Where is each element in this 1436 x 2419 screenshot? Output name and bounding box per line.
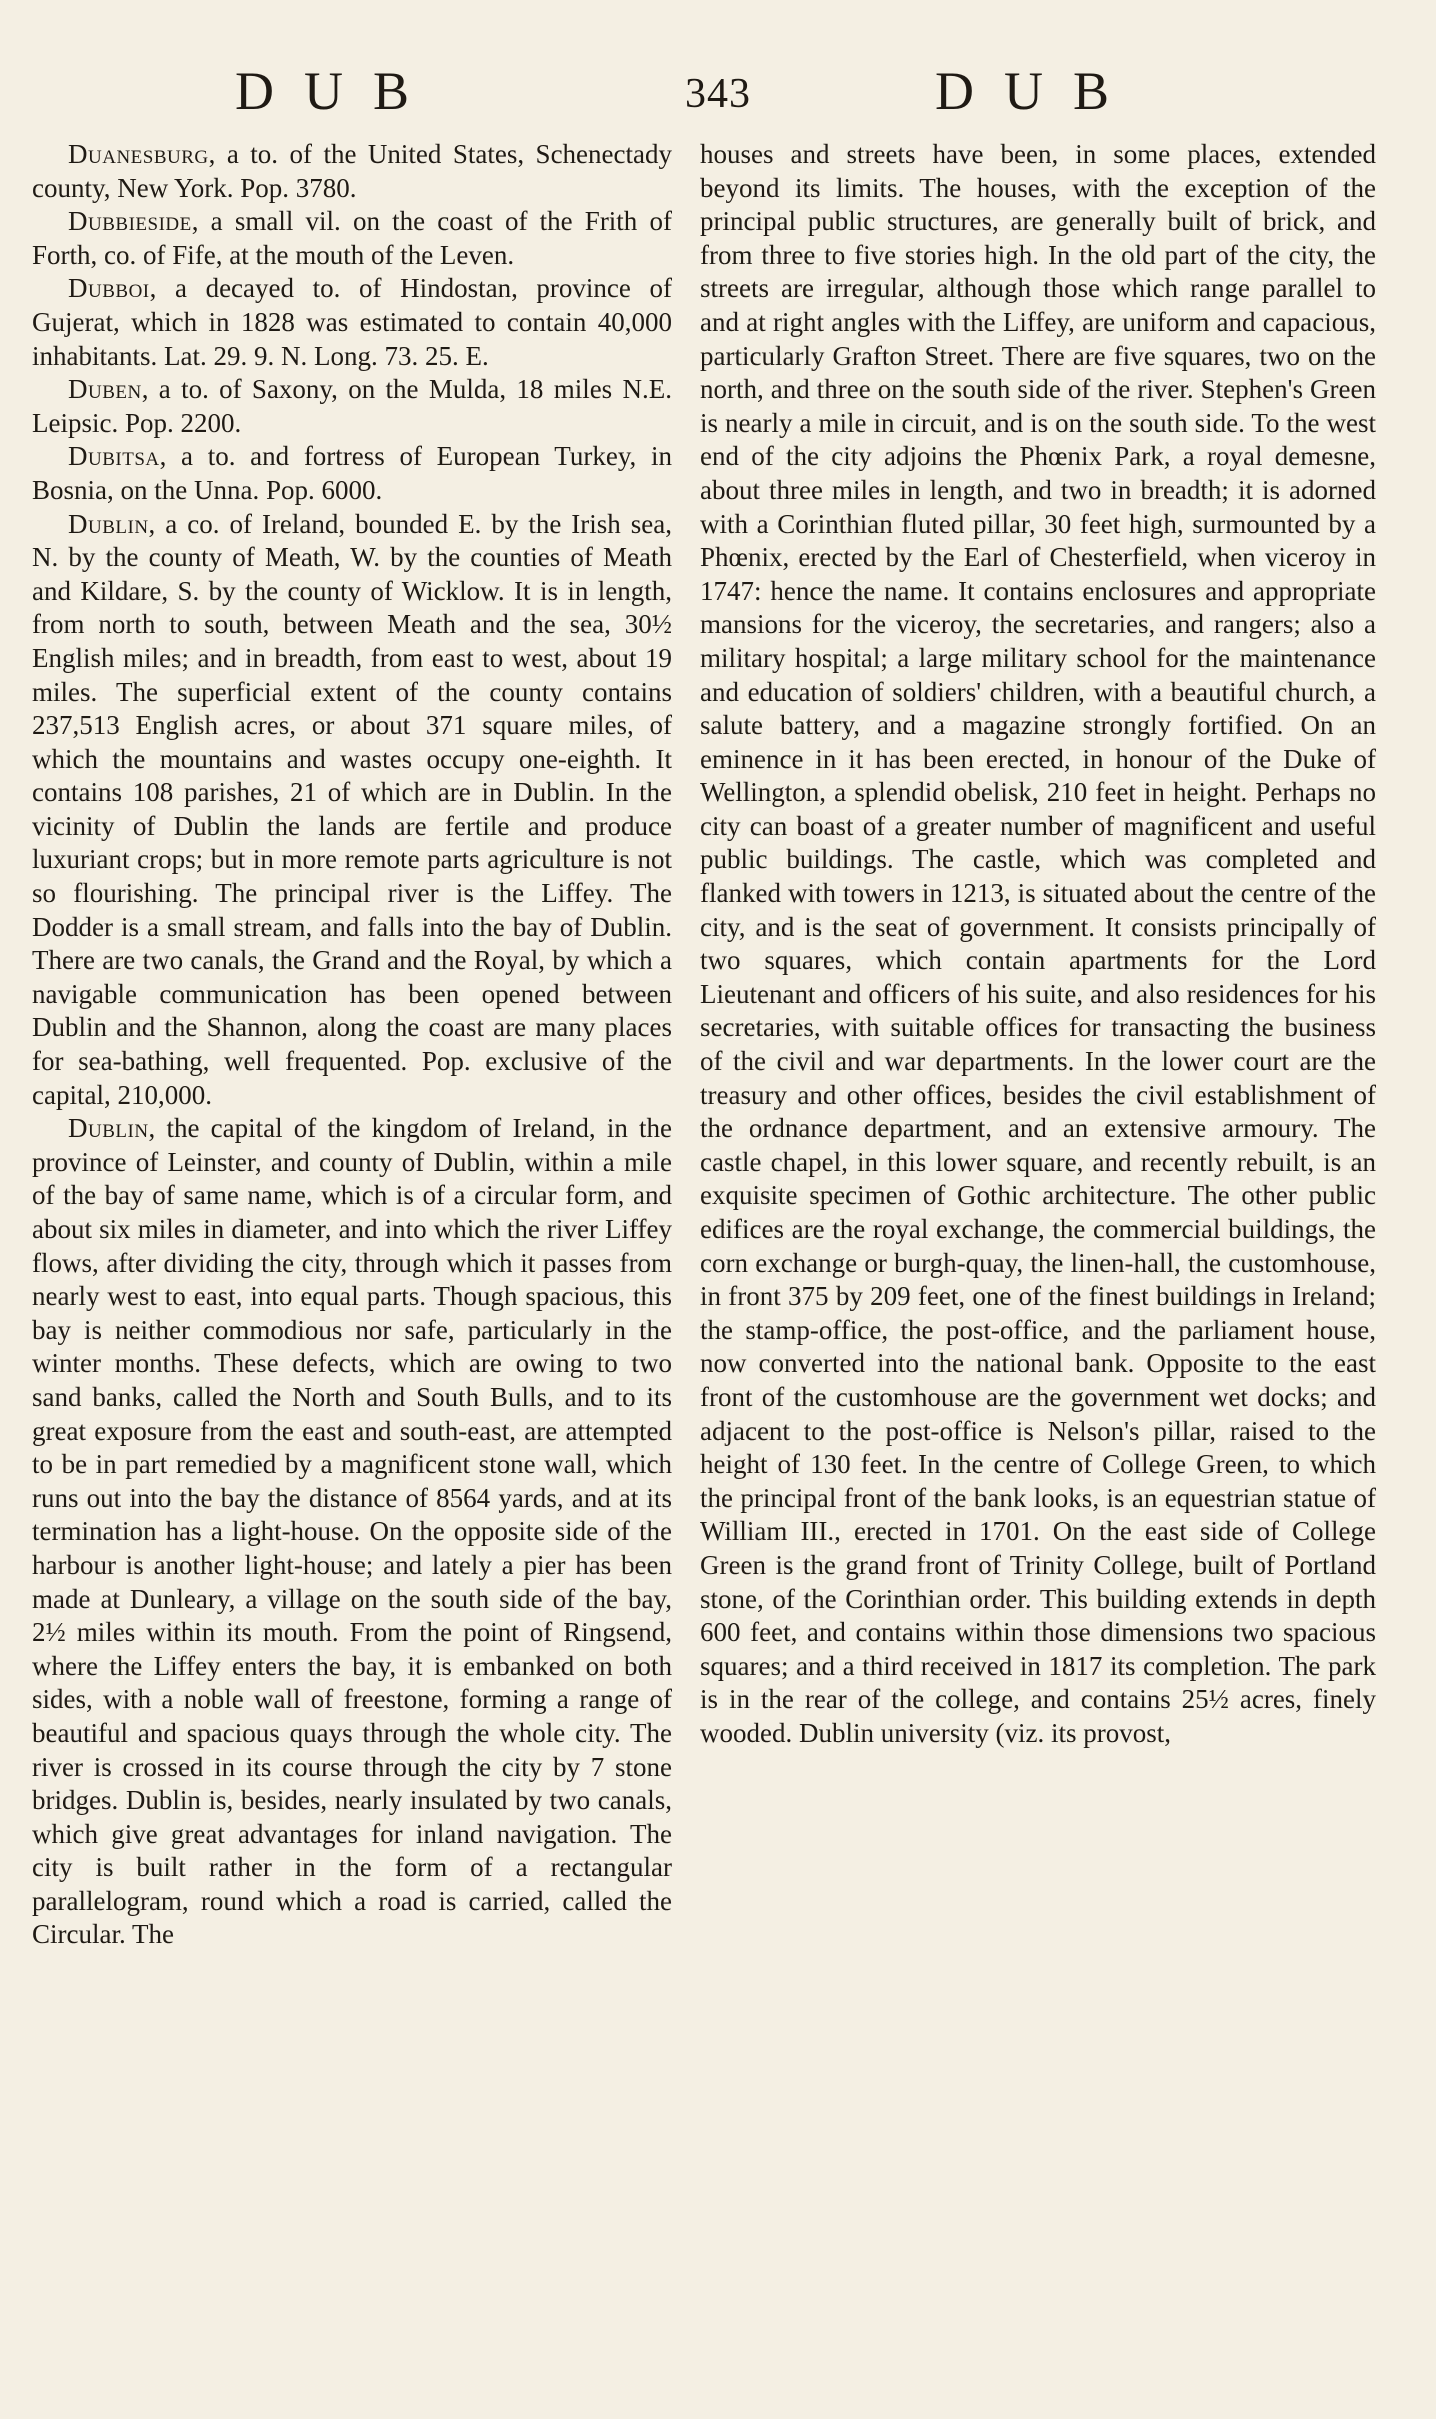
entry-text: , a co. of Ireland, bounded E. by the Irish sea, N. by the county of Meath, W. by the counties of Meath and Kildare, S. by the county of Wicklow. It is in length, from north to south, between Meath and the sea, 30½ English miles; and in breadth, from east to west, about 19 miles. The superficial extent of the county contains 237,513 English acres, or about 371 square miles, of which the mountains and wastes occupy one-eighth. It contains 108 parishes, 21 of which are in Dublin. In the vicinity of Dublin the lands are fertile and produce luxuriant crops; but in more remote parts agriculture is not so flourishing. The principal river is the Liffey. The Dodder is a small stream, and falls into the bay of Dublin. There are two canals, the Grand and the Royal, by which a navigable communication has been opened between Dublin and the Shannon, along the coast are many places for sea-bathing, well frequented. Pop. exclusive of the capital, 210,000. <box>32 508 672 1110</box>
entry-text: , the capital of the kingdom of Ireland, in the province of Leinster, and county of Dublin, within a mile of the bay of same name, which is of a circular form, and about six miles in diameter, and into which the river Liffey flows, after dividing the city, through which it passes from nearly west to east, into equal parts. Though spacious, this bay is neither commodious nor safe, particularly in the winter months. These defects, which are owing to two sand banks, called the North and South Bulls, and to its great exposure from the east and south-east, are attempted to be in part remedied by a magnificent stone wall, which runs out into the bay the distance of 8564 yards, and at its termination has a light-house. On the opposite side of the harbour is another light-house; and lately a pier has been made at Dunleary, a village on the south side of the bay, 2½ miles within its mouth. From the point of Ringsend, where the Liffey enters the bay, it is embanked on both sides, with a noble wall of freestone, forming a range of beautiful and spacious quays through the whole city. The river is crossed in its course through the city by 7 stone bridges. Dublin is, besides, nearly insulated by two canals, which give great advantages for inland navigation. The city is built rather in the form of a rectangular parallelogram, round which a road is carried, called the Circular. The <box>32 1113 672 1950</box>
text-columns <box>32 138 1404 2398</box>
right-column <box>700 138 1376 2398</box>
headword: Duben <box>68 374 142 405</box>
headword: Duanesburg <box>68 139 209 169</box>
headword: Dublin <box>68 508 149 539</box>
entry-dubboi <box>32 272 672 373</box>
entry-dubbieside <box>32 205 672 272</box>
headword: Dublin <box>68 1113 149 1144</box>
entry-dubitsa <box>32 440 672 507</box>
entry-duanesburg <box>32 138 672 205</box>
running-header <box>30 60 1406 140</box>
entry-text: , a small vil. on the coast of the Frith of Forth, co. of Fife, at the mouth of the Leven. <box>32 206 672 270</box>
page-number: 343 <box>685 71 751 117</box>
entry-dublin-city <box>32 1112 672 1952</box>
entry-text: , a decayed to. of Hindostan, province of Gujerat, which in 1828 was estimated to contain 40,000 inhabitants. Lat. 29. 9. N. Long. 73. 25. E. <box>32 273 672 371</box>
headword: Dubitsa <box>68 441 160 472</box>
entry-dublin-county <box>32 508 672 1113</box>
entry-dublin-city-continued: houses and streets have been, in some places, extended beyond its limits. The houses, with the exception of the principal public structures, are generally built of brick, and from three to five stories high. In the old part of the city, the streets are irregular, although those which range parallel to and at right angles with the Liffey, are uniform and capacious, particularly Grafton Street. There are five squares, two on the north, and three on the south side of the river. Stephen's Green is nearly a mile in circuit, and is on the south side. To the west end of the city adjoins the Phœnix Park, a royal demesne, about three miles in length, and two in breadth; it is adorned with a Corinthian fluted pillar, 30 feet high, surmounted by a Phœnix, erected by the Earl of Chesterfield, when viceroy in 1747: hence the name. It contains enclosures and appropriate mansions for the viceroy, the secretaries, and rangers; also a military hospital; a large military school for the maintenance and education of soldiers' children, with a beautiful church, a salute battery, and a magazine strongly fortified. On an eminence in it has been erected, in honour of the Duke of Wellington, a splendid obelisk, 210 feet in height. Perhaps no city can boast of a greater number of magnificent and useful public buildings. The castle, which was completed and flanked with towers in 1213, is situated about the centre of the city, and is the seat of government. It consists principally of two squares, which contain apartments for the Lord Lieutenant and officers of his suite, and also residences for his secretaries, with suitable offices for transacting the business of the civil and war departments. In the lower court are the treasury and other offices, besides the civil establishment of the ordnance department, and an extensive armoury. The castle chapel, in this lower square, and recently rebuilt, is an exquisite specimen of Gothic architecture. The other public edifices are the royal exchange, the commercial buildings, the corn exchange or burgh-quay, the linen-hall, the customhouse, in front 375 by 209 feet, one of the finest buildings in Ireland; the stamp-office, the post-office, and the parliament house, now converted into the national bank. Opposite to the east front of the customhouse are the government wet docks; and adjacent to the post-office is Nelson's pillar, raised to the height of 130 feet. In the centre of College Green, to which the principal front of the bank looks, is an equestrian statue of William III., erected in 1701. On the east side of College Green is the grand front of Trinity College, built of Portland stone, of the Corinthian order. This building extends in depth 600 feet, and contains within those dimensions two spacious squares; and a third received in 1817 its completion. The park is in the rear of the college, and contains 25½ acres, finely wooded. Dublin university (viz. its provost, <box>700 139 1376 1748</box>
headword: Dubboi <box>68 273 150 304</box>
header-right-guideword: DUB <box>935 61 1140 121</box>
header-left-guideword: DUB <box>235 61 440 121</box>
headword: Dubbieside <box>68 206 192 237</box>
entry-text: , a to. of the United States, Schenectady county, New York. Pop. 3780. <box>32 139 672 203</box>
entry-text: , a to. and fortress of European Turkey, in Bosnia, on the Unna. Pop. 6000. <box>32 441 672 505</box>
left-column <box>32 138 672 2398</box>
entry-duben <box>32 373 672 440</box>
entry-text: , a to. of Saxony, on the Mulda, 18 miles N.E. Leipsic. Pop. 2200. <box>32 374 672 438</box>
